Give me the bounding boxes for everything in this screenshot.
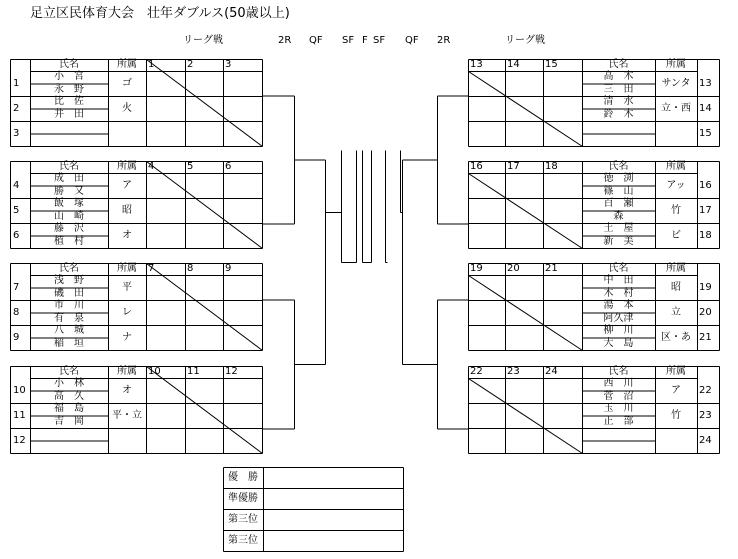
match-col-number: 13 (470, 59, 483, 70)
affiliation: ゴ (122, 78, 132, 89)
player-name: 玉 川 (603, 403, 634, 414)
round-label-left-league: リーグ戦 (183, 35, 223, 46)
player-name: 高 木 (603, 71, 634, 82)
player-name: 柳 川 (603, 325, 634, 336)
affiliation: 立 (671, 307, 681, 318)
entry-number: 20 (699, 307, 712, 318)
league-diagonal (147, 60, 263, 147)
header-name: 氏名 (59, 263, 79, 274)
league-diagonal (147, 162, 263, 249)
affiliation: レ (122, 307, 132, 318)
league-diagonal (469, 379, 583, 454)
player-name: 藤 沢 (54, 223, 84, 234)
match-col-number: 7 (148, 263, 155, 274)
entry-number: 16 (699, 180, 712, 191)
player-name: 浅 野 (54, 275, 84, 286)
header-name: 氏名 (608, 59, 629, 70)
player-name (582, 441, 655, 454)
match-col-number: 5 (187, 161, 194, 172)
header-affil: 所属 (666, 366, 686, 377)
match-col-number: 15 (545, 59, 558, 70)
affiliation: アッ (666, 180, 686, 191)
league-diagonal (469, 174, 583, 249)
player-name: 比 佐 (54, 96, 84, 107)
round-label-final: F (362, 35, 368, 46)
header-name: 氏名 (59, 366, 79, 377)
result-label: 第三位 (228, 535, 258, 546)
entry-number: 1 (13, 78, 20, 89)
player-name (582, 134, 655, 147)
player-name: 清 水 (603, 96, 634, 107)
affiliation: ア (671, 385, 681, 396)
round-label-left-sf: SF (342, 35, 355, 46)
entry-number: 4 (13, 180, 20, 191)
header-affil: 所属 (117, 263, 137, 274)
header-affil: 所属 (666, 263, 686, 274)
player-name: 森 (613, 210, 624, 222)
player-name: 吉 岡 (54, 415, 84, 427)
header-name: 氏名 (608, 263, 629, 274)
entry-number: 13 (699, 78, 712, 89)
match-col-number: 18 (545, 161, 558, 172)
match-col-number: 16 (470, 161, 483, 172)
entry-number: 23 (699, 410, 712, 421)
match-col-number: 22 (470, 366, 483, 377)
affiliation: オ (122, 385, 132, 396)
affiliation: ビ (671, 230, 681, 241)
header-name: 氏名 (59, 161, 79, 172)
entry-number: 6 (13, 230, 20, 241)
round-label-right-2r: 2R (437, 35, 451, 46)
entry-number: 18 (699, 230, 712, 241)
league-diagonal (147, 264, 263, 351)
player-name (30, 134, 108, 147)
player-name: 小 林 (54, 378, 84, 389)
player-name (30, 428, 108, 441)
round-label-right-sf: SF (373, 35, 386, 46)
affiliation: 平・立 (112, 410, 142, 421)
entry-number: 5 (13, 205, 20, 216)
match-col-number: 9 (225, 263, 232, 274)
player-name: 磯 田 (54, 287, 84, 299)
header-affil: 所属 (117, 161, 137, 172)
player-name: 中 田 (603, 275, 634, 286)
header-name: 氏名 (59, 59, 79, 70)
affiliation: オ (122, 230, 132, 241)
match-col-number: 12 (225, 366, 238, 377)
header-affil: 所属 (666, 161, 686, 172)
result-value (263, 467, 403, 488)
affiliation: 立・西 (661, 103, 691, 114)
entry-number: 17 (699, 205, 712, 216)
header-name: 氏名 (608, 161, 629, 172)
player-name (582, 428, 655, 441)
result-value (263, 488, 403, 509)
affiliation: ア (122, 180, 132, 191)
player-name (582, 121, 655, 134)
player-name: 八 城 (54, 325, 84, 336)
entry-number: 11 (13, 410, 26, 421)
player-name: 成 田 (54, 173, 84, 184)
player-name: 土 屋 (603, 223, 634, 234)
result-value (263, 509, 403, 530)
player-name: 篠 山 (603, 185, 634, 197)
header-affil: 所属 (666, 59, 686, 70)
affiliation: 竹 (671, 410, 681, 421)
match-col-number: 1 (148, 59, 155, 70)
affiliation: 火 (122, 103, 132, 114)
affiliation: 竹 (671, 205, 681, 216)
match-col-number: 2 (187, 59, 194, 70)
affiliation: 区・あ (661, 332, 691, 343)
player-name: 有 泉 (54, 312, 84, 324)
match-col-number: 24 (545, 366, 558, 377)
match-col-number: 6 (225, 161, 232, 172)
entry-number: 7 (13, 282, 20, 293)
match-col-number: 17 (507, 161, 520, 172)
entry-number: 3 (13, 128, 20, 139)
entry-number: 22 (699, 385, 712, 396)
player-name: 阿久津 (603, 312, 634, 324)
entry-number: 12 (13, 435, 26, 446)
entry-number: 9 (13, 332, 20, 343)
affiliation: ナ (122, 332, 132, 343)
player-name: 百 瀬 (603, 198, 634, 209)
league-diagonal (469, 72, 583, 147)
match-col-number: 10 (148, 366, 161, 377)
entry-number: 15 (699, 128, 712, 139)
player-name: 三 田 (603, 83, 634, 95)
match-col-number: 19 (470, 263, 483, 274)
affiliation: 平 (122, 282, 132, 293)
affiliation: サンタ (661, 78, 691, 89)
page-title: 足立区民体育大会 壮年ダブルス(50歳以上) (30, 6, 290, 21)
league-diagonal (469, 276, 583, 351)
player-name (30, 121, 108, 134)
entry-number: 10 (13, 385, 26, 396)
player-name: 市 川 (54, 300, 84, 311)
result-label: 準優勝 (228, 493, 258, 504)
round-label-right-league: リーグ戦 (505, 35, 545, 46)
player-name: 飯 塚 (54, 198, 84, 209)
player-name: 湯 本 (603, 300, 634, 311)
player-name: 正 部 (603, 415, 634, 427)
player-name: 井 田 (54, 108, 84, 120)
player-name: 鈴 木 (603, 108, 634, 120)
match-col-number: 3 (225, 59, 232, 70)
entry-number: 2 (13, 103, 20, 114)
match-col-number: 20 (507, 263, 520, 274)
league-diagonal (147, 367, 263, 454)
round-label-left-2r: 2R (278, 35, 292, 46)
player-name: 木 村 (603, 287, 634, 299)
match-col-number: 4 (148, 161, 155, 172)
affiliation (655, 428, 697, 453)
player-name: 山 崎 (54, 210, 84, 222)
header-affil: 所属 (117, 366, 137, 377)
header-affil: 所属 (117, 59, 137, 70)
entry-number: 19 (699, 282, 712, 293)
match-col-number: 8 (187, 263, 194, 274)
entry-number: 21 (699, 332, 712, 343)
affiliation: 昭 (671, 282, 681, 293)
affiliation (108, 428, 146, 453)
player-name: 勝 又 (54, 185, 84, 197)
affiliation: 昭 (122, 205, 132, 216)
entry-number: 24 (699, 435, 712, 446)
player-name: 永 野 (54, 83, 84, 95)
entry-number: 8 (13, 307, 20, 318)
affiliation (655, 121, 697, 146)
header-name: 氏名 (608, 366, 629, 377)
match-col-number: 23 (507, 366, 520, 377)
result-value (263, 530, 403, 551)
entry-number: 14 (699, 103, 712, 114)
result-label: 優 勝 (228, 472, 258, 483)
player-name: 福 島 (54, 403, 84, 414)
player-name: 小 宮 (54, 71, 84, 82)
player-name: 大 島 (603, 337, 634, 349)
match-col-number: 21 (545, 263, 558, 274)
player-name: 高 久 (54, 390, 84, 402)
player-name: 西 川 (603, 378, 634, 389)
player-name: 稲 垣 (54, 337, 84, 349)
affiliation (108, 121, 146, 146)
player-name: 徳 渕 (603, 173, 634, 184)
round-label-left-qf: QF (309, 35, 323, 46)
round-label-right-qf: QF (405, 35, 419, 46)
result-label: 第三位 (228, 514, 258, 525)
player-name: 植 村 (54, 235, 84, 247)
player-name (30, 441, 108, 454)
match-col-number: 11 (187, 366, 200, 377)
match-col-number: 14 (507, 59, 520, 70)
player-name: 新 美 (603, 235, 634, 247)
player-name: 菅 沼 (603, 390, 634, 402)
